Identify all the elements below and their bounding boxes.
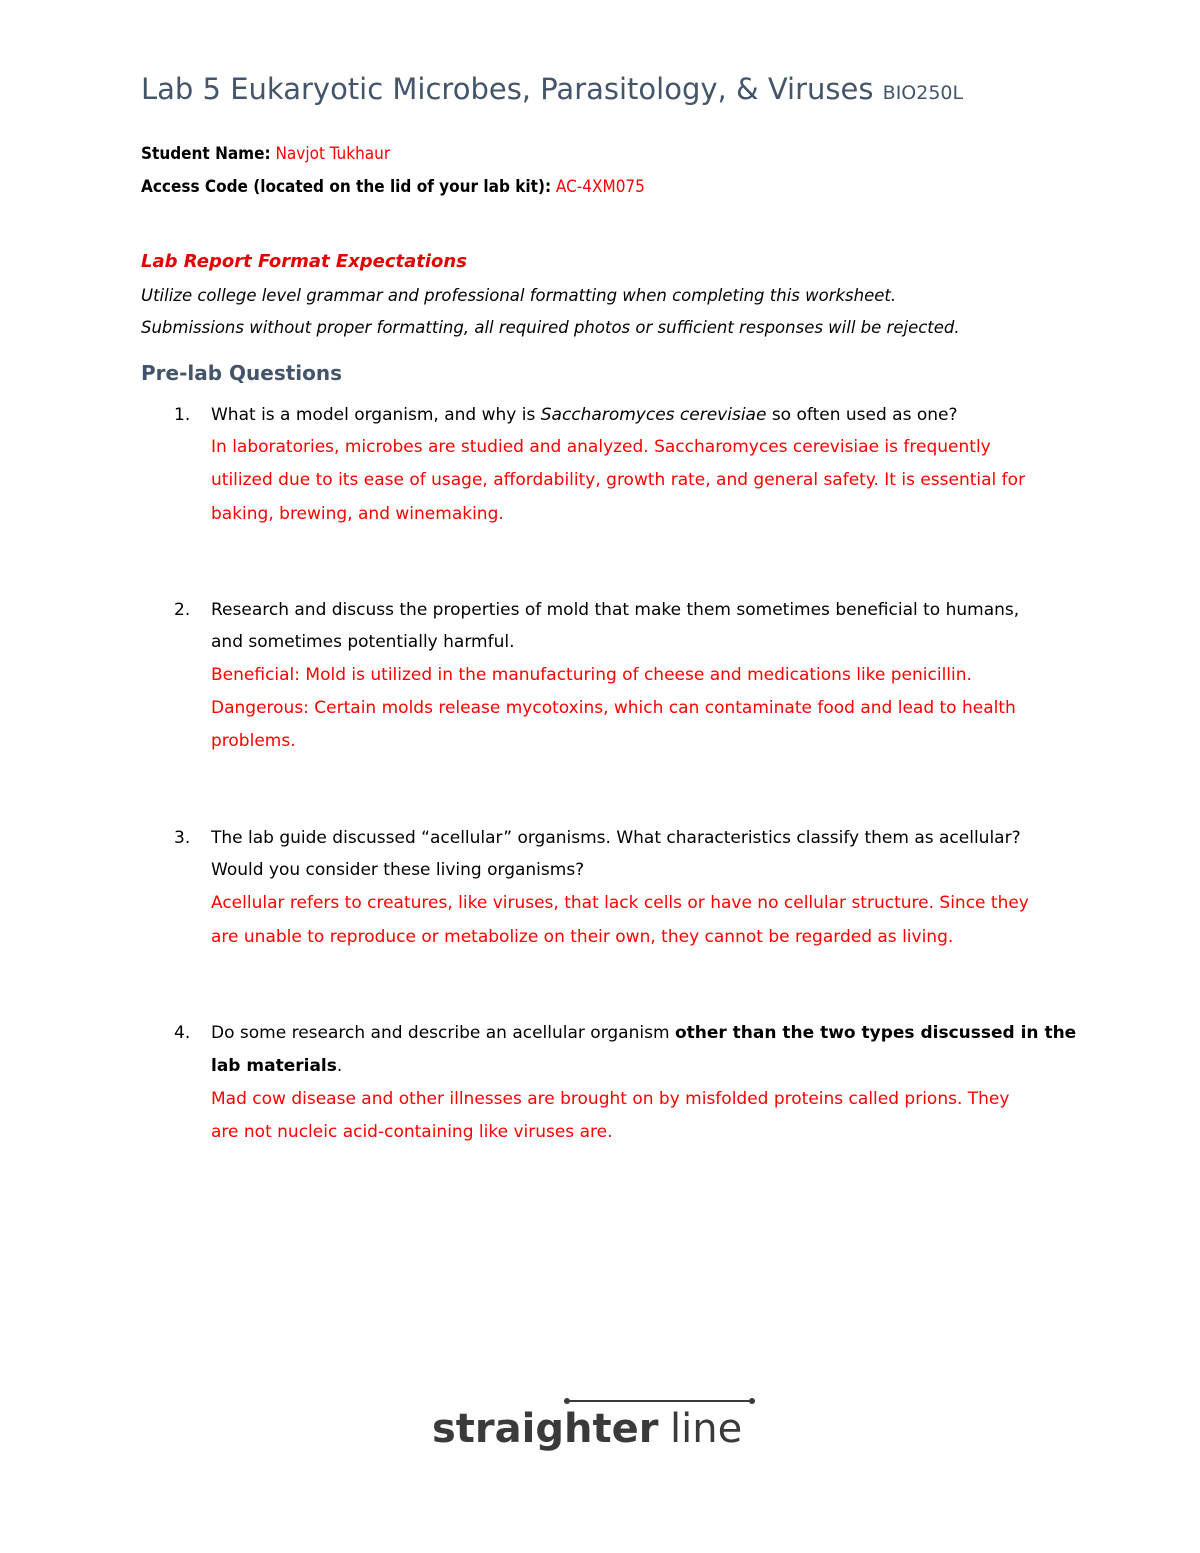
question-4-line2-post: . [336,1056,343,1076]
question-2-line-2: and sometimes potentially harmful. [211,632,515,652]
student-name-value: Navjot Tukhaur [275,144,391,164]
logo-text-bold: straighter [432,1406,659,1452]
question-4-bold: other than the two types discussed in the [674,1023,1077,1043]
question-4-pre: Do some research and describe an acellular organism [211,1023,675,1043]
logo-text-light: line [670,1406,743,1452]
question-4-line2-bold: lab materials [211,1056,337,1076]
question-3-line-1: The lab guide discussed “acellular” organisms. What characteristics classify them as acellular? [211,828,1021,848]
student-name-row [141,144,390,164]
course-code: BIO250L [882,82,964,104]
access-code-row [141,177,645,197]
question-1-post: so often used as one? [766,405,958,425]
question-2-line-1: Research and discuss the properties of mold that make them sometimes beneficial to humans, [211,600,1020,620]
question-1-italic: Saccharomyces cerevisiae [540,405,767,425]
format-line-2: Submissions without proper formatting, all required photos or sufficient responses will be rejected. [141,318,960,337]
question-4-number: 4. [174,1023,191,1043]
question-3-number: 3. [174,828,191,848]
student-name-label: Student Name: [141,144,271,164]
answer-2-line-3: problems. [211,731,296,751]
question-1-number: 1. [174,405,191,425]
answer-1-line-1: In laboratories, microbes are studied and analyzed. Saccharomyces cerevisiae is frequently [211,437,991,457]
question-2-number: 2. [174,600,191,620]
document-title [141,72,963,106]
answer-3-line-1: Acellular refers to creatures, like viruses, that lack cells or have no cellular structure. Since they [211,893,1029,913]
access-code-label: Access Code (located on the lid of your lab kit): [141,177,552,197]
format-heading: Lab Report Format Expectations [141,251,467,272]
answer-4-line-1: Mad cow disease and other illnesses are brought on by misfolded proteins called prions. They [211,1089,1010,1109]
answer-4-line-2: are not nucleic acid-containing like viruses are. [211,1122,613,1142]
straighterline-logo [430,1398,760,1466]
question-4-line-2 [211,1056,342,1076]
logo-mark [430,1398,760,1462]
section-heading: Pre-lab Questions [141,361,343,385]
question-1-text [211,405,958,425]
answer-2-line-1: Beneficial: Mold is utilized in the manufacturing of cheese and medications like penicillin. [211,665,972,685]
question-4-line-1 [211,1023,1076,1043]
answer-1-line-2: utilized due to its ease of usage, affordability, growth rate, and general safety. It is essential for [211,470,1026,490]
answer-1-line-3: baking, brewing, and winemaking. [211,504,504,524]
question-3-line-2: Would you consider these living organisms? [211,860,585,880]
title-text: Lab 5 Eukaryotic Microbes, Parasitology, & Viruses [141,72,874,106]
answer-3-line-2: are unable to reproduce or metabolize on their own, they cannot be regarded as living. [211,927,954,947]
question-1-pre: What is a model organism, and why is [211,405,541,425]
access-code-value: AC-4XM075 [555,177,645,197]
format-line-1: Utilize college level grammar and professional formatting when completing this worksheet. [141,286,897,305]
answer-2-line-2: Dangerous: Certain molds release mycotoxins, which can contaminate food and lead to health [211,698,1016,718]
